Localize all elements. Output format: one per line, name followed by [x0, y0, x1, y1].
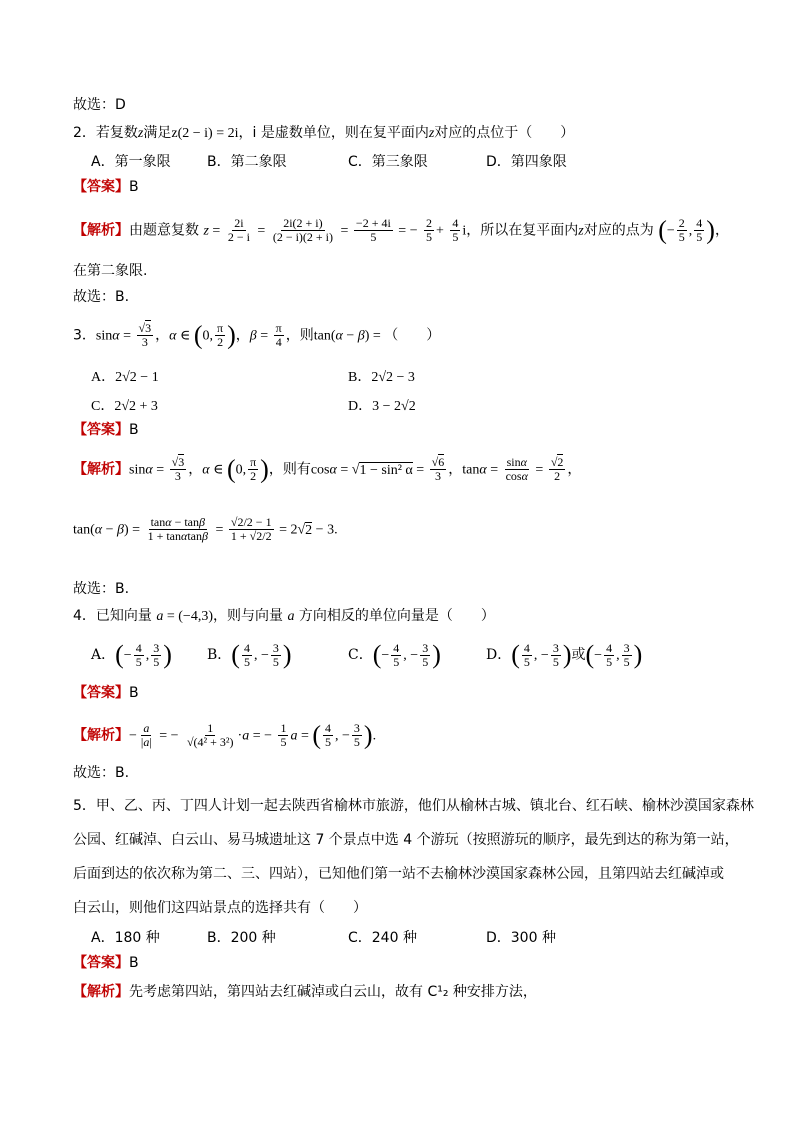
- q2-option-b: B．第二象限: [207, 154, 287, 170]
- q5-option-d: D．300 种: [486, 930, 556, 946]
- q5-answer: 【答案】B: [73, 955, 139, 971]
- q5-stem-line4: 白云山，则他们这四站景点的选择共有（ ）: [73, 900, 367, 916]
- q5-option-b: B．200 种: [207, 930, 276, 946]
- q2-option-a: A．第一象限: [91, 154, 171, 170]
- q4-answer: 【答案】B: [73, 685, 139, 701]
- q5-option-c: C．240 种: [348, 930, 417, 946]
- q5-option-a: A．180 种: [91, 930, 160, 946]
- q4-stem: 4．已知向量 a = (−4,3)，则与向量 a 方向相反的单位向量是（ ）: [73, 608, 495, 624]
- q4-analysis: 【解析】− $\frac{a}{|a|}$ = − $\frac{1}{\text{√(4² + 3²)}}$ ·a = − $\frac{1}{5}$ a = ( $\frac{4}{5}$ , − $\frac{3}{5}$ ).: [73, 720, 377, 750]
- q2-analysis: 【解析】由题意复数 z = $\frac{2i}{2 - i}$ = $\frac{2i(2 + i)}{(2 - i)(2 + i)}$ = $\frac{-2 + 4i}{5}$ = − $\frac{2}{5}$ + $\frac{4}{5}$ i，所以在复平面内z对应的点为 (− $\frac{2}{5}$ , $\frac{4}{5}$ )，: [73, 215, 729, 245]
- q3-option-a: A．2√2 − 1: [91, 370, 159, 385]
- q2-option-d: D．第四象限: [486, 154, 567, 170]
- q2-answer: 【答案】B: [73, 179, 139, 195]
- q3-answer: 【答案】B: [73, 422, 139, 438]
- q3-option-c: C．2√2 + 3: [91, 399, 158, 414]
- q4-option-c: C．(− $\frac{4}{5}$ , − $\frac{3}{5}$ ): [348, 640, 441, 669]
- q5-stem-line2: 公园、红碱淖、白云山、易马城遗址这 7 个景点中选 4 个游玩（按照游玩的顺序，最先到达的称为第一站，: [73, 832, 739, 848]
- q2-stem: 2．若复数z满足z(2 − i) = 2i，i 是虚数单位，则在复平面内z对应的点位于（ ）: [73, 125, 575, 141]
- q3-stem: 3．sinα = $\frac{√3}{3}$ ，α ∈ (0, $\frac{\pi}{2}$ )，β = $\frac{\pi}{4}$ ，则tan(α − β) = （ ）: [73, 320, 441, 350]
- q4-option-a: A．(− $\frac{4}{5}$ , $\frac{3}{5}$ ): [91, 640, 172, 669]
- previous-answer: 故选：D: [73, 97, 126, 113]
- q4-final: 故选：B.: [73, 765, 130, 781]
- q5-stem-line3: 后面到达的依次称为第二、三、四站），已知他们第一站不去榆林沙漠国家森林公园，且第四站去红碱淖或: [73, 866, 724, 882]
- q4-option-d: D．( $\frac{4}{5}$ , − $\frac{3}{5}$ )或(− $\frac{4}{5}$ , $\frac{3}{5}$ ): [486, 640, 643, 669]
- q2-option-c: C．第三象限: [348, 154, 428, 170]
- q4-option-b: B．( $\frac{4}{5}$ , − $\frac{3}{5}$ ): [207, 640, 292, 669]
- q5-stem-line1: 5．甲、乙、丙、丁四人计划一起去陕西省榆林市旅游，他们从榆林古城、镇北台、红石峡、榆林沙漠国家森林: [73, 798, 754, 814]
- q2-final: 故选：B.: [73, 289, 130, 305]
- q2-analysis-line2: 在第二象限.: [73, 263, 148, 279]
- q3-analysis-line2: tan(α − β) = $\frac{\tan\alpha - \tan\beta}{1 + \tan\alpha\tan\beta}$ = $\frac{√2/2 - 1}{1 + √2/2}$ = 2√2 − 3.: [73, 515, 338, 543]
- q5-analysis: 【解析】先考虑第四站，第四站去红碱淖或白云山，故有 C¹₂ 种安排方法，: [73, 984, 537, 1000]
- q3-option-d: D．3 − 2√2: [348, 399, 416, 414]
- q3-final: 故选：B.: [73, 581, 130, 597]
- q3-option-b: B．2√2 − 3: [348, 370, 415, 385]
- q3-analysis-line1: 【解析】sinα = $\frac{√3}{3}$ ，α ∈ (0, $\frac{\pi}{2}$ )，则有cosα = √1 − sin² α = $\frac{√6}{3}$ ，tanα = $\frac{\sin\alpha}{\cos\alpha}$ = $\frac{√2}{2}$ ，: [73, 454, 582, 484]
